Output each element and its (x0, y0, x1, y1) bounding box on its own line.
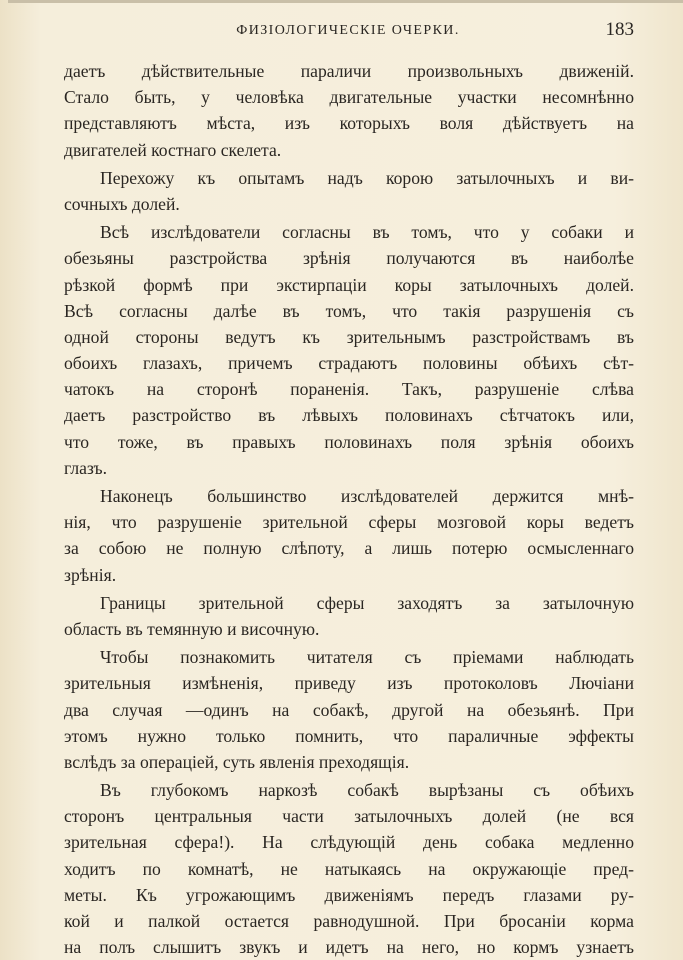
text-line: даетъ разстройство въ лѣвыхъ половинахъ сѣтчатокъ или, (64, 405, 634, 426)
text-line: зрительныя измѣненія, приведу изъ протоколовъ Лючіани (64, 673, 634, 694)
text-line: Всѣ согласны далѣе въ томъ, что такія разрушенія съ (64, 300, 634, 321)
running-title: ФИЗІОЛОГИЧЕСКІЕ ОЧЕРКИ. (236, 23, 460, 38)
text-line: зрѣнія. (64, 564, 117, 585)
text-line: одной стороны ведутъ къ зрительнымъ разстройствамъ въ (64, 326, 634, 347)
top-edge-rule (8, 0, 683, 3)
paragraph (64, 165, 634, 217)
text-line: обезьяны разстройства зрѣнія получаются въ наиболѣе (64, 248, 634, 269)
text-line: представляютъ мѣста, изъ которыхъ воля дѣйствуетъ на (64, 113, 634, 134)
text-line: обоихъ глазахъ, причемъ страдаютъ половины обѣихъ сѣт- (64, 353, 634, 374)
text-line: даетъ дѣйствительные параличи произвольныхъ движеній. (64, 61, 634, 81)
page-header (62, 19, 634, 45)
text-line: кой и палкой остается равнодушной. При бросаніи корма (64, 911, 634, 931)
text-line: Перехожу къ опытамъ надъ корою затылочныхъ и ви- (100, 167, 634, 188)
text-line: нія, что разрушеніе зрительной сферы мозговой коры ведетъ (64, 512, 634, 533)
body-text (64, 58, 634, 960)
text-line: область въ темянную и височную. (64, 618, 320, 639)
text-line: Стало быть, у человѣка двигательные участки несомнѣнно (64, 87, 634, 108)
text-line: этомъ нужно только помнить, что параличные эффекты (64, 725, 634, 746)
paragraph (64, 644, 634, 775)
text-line: зрительная сфера!). На слѣдующій день собака медленно (64, 832, 634, 853)
text-line: сочныхъ долей. (64, 193, 180, 214)
text-line: двигателей костнаго скелета. (64, 139, 282, 160)
paragraph (64, 219, 634, 481)
text-line: Въ глубокомъ наркозѣ собакѣ вырѣзаны съ обѣихъ (100, 780, 634, 801)
paragraph (64, 58, 634, 163)
text-line: чатокъ на сторонѣ пораненія. Такъ, разрушеніе слѣва (64, 379, 634, 400)
text-line: Всѣ изслѣдователи согласны въ томъ, что у собаки и (100, 222, 634, 243)
text-line: сторонъ центральныя части затылочныхъ долей (не вся (64, 806, 634, 827)
paragraph (64, 590, 634, 642)
text-line: глазъ. (64, 457, 108, 478)
text-line: Границы зрительной сферы заходятъ за затылочную (100, 592, 634, 613)
text-line: Наконецъ большинство изслѣдователей держится мнѣ- (100, 486, 634, 506)
paragraph (64, 777, 634, 960)
text-line: на полъ слышитъ звукъ и идетъ на него, но кормъ узнаетъ (64, 937, 634, 958)
text-line: ходитъ по комнатѣ, не натыкаясь на окружающіе пред- (64, 858, 634, 879)
page-number: 183 (605, 19, 634, 40)
paragraph (64, 483, 634, 588)
text-line: два случая —одинъ на собакѣ, другой на обезьянѣ. При (64, 699, 634, 720)
text-line: Чтобы познакомить читателя съ пріемами наблюдать (100, 647, 634, 668)
text-line: рѣзкой формѣ при экстирпаціи коры затылочныхъ долей. (64, 274, 634, 295)
text-line: меты. Къ угрожающимъ движеніямъ передъ глазами ру- (64, 884, 634, 905)
text-line: что тоже, въ правыхъ половинахъ поля зрѣнія обоихъ (64, 431, 634, 452)
text-line: вслѣдъ за операціей, суть явленія преходящія. (64, 751, 410, 772)
text-line: за собою не полную слѣпоту, а лишь потерю осмысленнаго (64, 538, 634, 559)
